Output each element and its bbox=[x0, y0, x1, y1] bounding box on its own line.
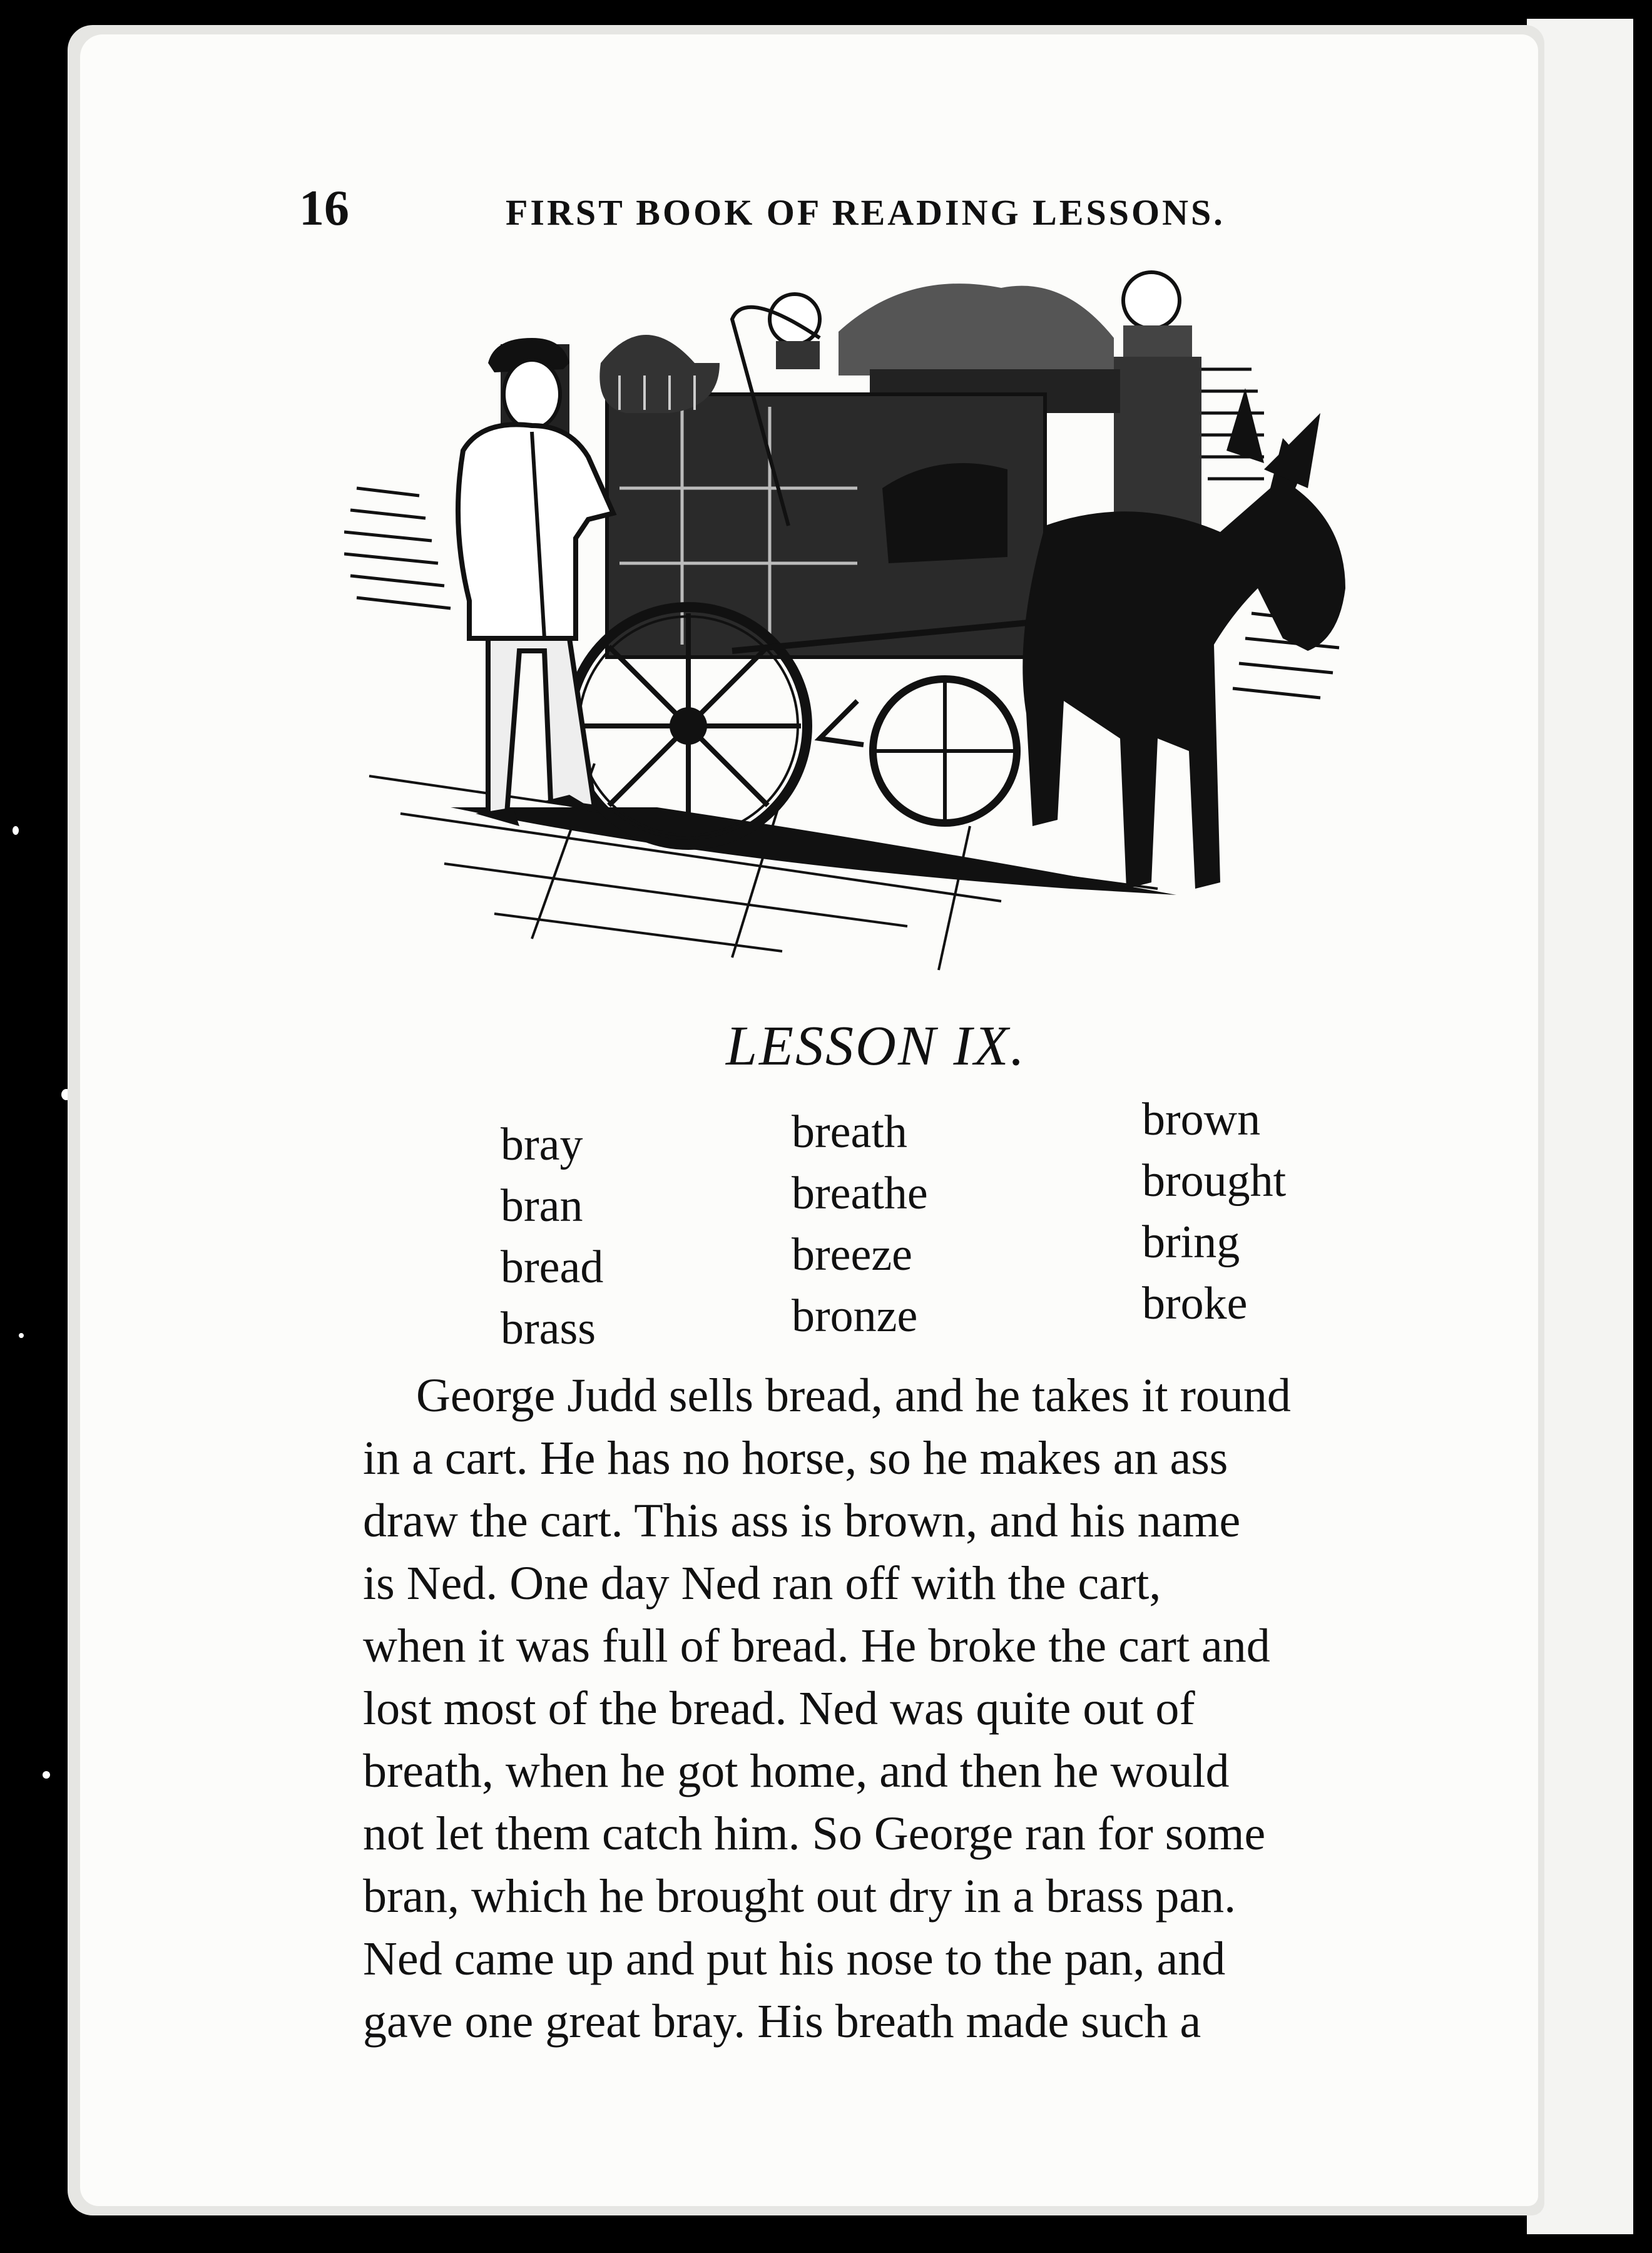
passage-line: draw the cart. This ass is brown, and his name bbox=[363, 1494, 1241, 1547]
word-column-1 bbox=[501, 1114, 603, 1359]
spelling-word: brought bbox=[1142, 1155, 1287, 1207]
spelling-word: broke bbox=[1142, 1278, 1248, 1329]
spelling-word: bran bbox=[501, 1180, 583, 1232]
spelling-word: bronze bbox=[792, 1290, 918, 1342]
spelling-word: breath bbox=[792, 1106, 907, 1158]
page-header bbox=[299, 180, 1225, 249]
scan-speck bbox=[13, 826, 19, 835]
spelling-word: bray bbox=[501, 1119, 583, 1170]
scan-speck bbox=[43, 1771, 50, 1779]
page-number: 16 bbox=[299, 181, 349, 236]
lesson-passage bbox=[363, 1364, 1471, 2115]
passage-line: Ned came up and put his nose to the pan, and bbox=[363, 1933, 1226, 1985]
passage-line: when it was full of bread. He broke the cart and bbox=[363, 1620, 1270, 1672]
spelling-word: bring bbox=[1142, 1217, 1240, 1268]
passage-line: breath, when he got home, and then he would bbox=[363, 1745, 1230, 1797]
passage-line: bran, which he brought out dry in a brass pan. bbox=[363, 1870, 1236, 1923]
spelling-word: bread bbox=[501, 1242, 604, 1293]
passage-line: lost most of the bread. Ned was quite out of bbox=[363, 1682, 1195, 1735]
passage-line: George Judd sells bread, and he takes it round bbox=[416, 1369, 1291, 1422]
passage-line: is Ned. One day Ned ran off with the cart, bbox=[363, 1557, 1161, 1610]
spelling-word: breeze bbox=[792, 1229, 913, 1280]
spelling-word: brown bbox=[1142, 1094, 1261, 1145]
passage-line: not let them catch him. So George ran for some bbox=[363, 1807, 1266, 1860]
scan-speck bbox=[19, 1333, 24, 1338]
spelling-word: brass bbox=[501, 1303, 596, 1354]
passage-line: in a cart. He has no horse, so he makes an ass bbox=[363, 1432, 1228, 1484]
lesson-title: LESSON IX. bbox=[726, 1015, 1026, 1077]
engraving-boy-with-donkey-cart-icon bbox=[344, 263, 1358, 983]
spelling-word-list bbox=[501, 1095, 1352, 1358]
spelling-word: breathe bbox=[792, 1168, 928, 1219]
word-column-2 bbox=[792, 1101, 928, 1347]
passage-line: gave one great bray. His breath made such a bbox=[363, 1995, 1201, 2048]
word-column-3 bbox=[1142, 1089, 1286, 1334]
running-title: FIRST BOOK OF READING LESSONS. bbox=[506, 192, 1225, 233]
